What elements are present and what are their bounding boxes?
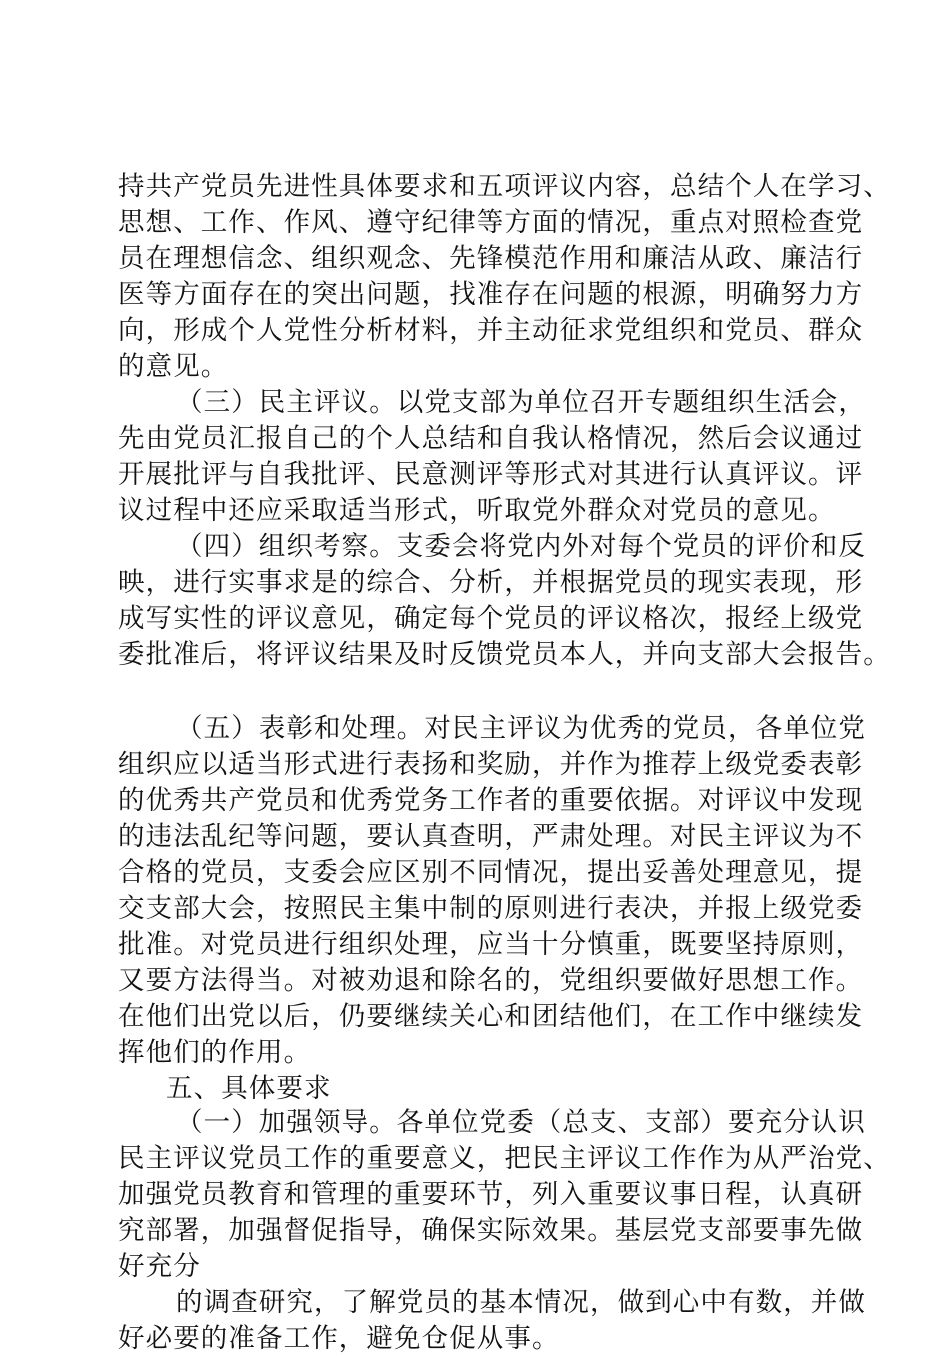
body-line: 映，进行实事求是的综合、分析，并根据党员的现实表现，形 <box>118 567 864 598</box>
body-line: 加强党员教育和管理的重要环节，列入重要议事日程，认真研 <box>118 1179 864 1210</box>
body-line: 组织应以适当形式进行表扬和奖励，并作为推荐上级党委表彰 <box>118 749 864 780</box>
body-line: 持共产党员先进性具体要求和五项评议内容，总结个人在学习、 <box>118 171 891 202</box>
paragraph-start-line: （五）表彰和处理。对民主评议为优秀的党员，各单位党 <box>176 713 866 744</box>
body-line: 交支部大会，按照民主集中制的原则进行表决，并报上级党委 <box>118 893 864 924</box>
body-line: 员在理想信念、组织观念、先锋模范作用和廉洁从政、廉洁行 <box>118 243 864 274</box>
body-line: 在他们出党以后，仍要继续关心和团结他们，在工作中继续发 <box>118 1001 864 1032</box>
body-line: 究部署，加强督促指导，确保实际效果。基层党支部要事先做 <box>118 1215 864 1246</box>
paragraph-start-line: 的调查研究，了解党员的基本情况，做到心中有数，并做 <box>176 1287 866 1318</box>
body-line: 委批准后，将评议结果及时反馈党员本人，并向支部大会报告。 <box>118 639 891 670</box>
body-line: 好充分 <box>118 1251 201 1282</box>
body-line: 好必要的准备工作，避免仓促从事。 <box>118 1323 560 1354</box>
paragraph-start-line: （四）组织考察。支委会将党内外对每个党员的评价和反 <box>176 531 866 562</box>
body-line: 又要方法得当。对被劝退和除名的，党组织要做好思想工作。 <box>118 965 864 996</box>
paragraph-start-line: （三）民主评议。以党支部为单位召开专题组织生活会， <box>176 387 866 418</box>
body-line: 成写实性的评议意见，确定每个党员的评议格次，报经上级党 <box>118 603 864 634</box>
paragraph-start-line: （一）加强领导。各单位党委（总支、支部）要充分认识 <box>176 1107 866 1138</box>
body-line: 思想、工作、作风、遵守纪律等方面的情况，重点对照检查党 <box>118 207 864 238</box>
body-line: 的违法乱纪等问题，要认真查明，严肃处理。对民主评议为不 <box>118 821 864 852</box>
body-line: 的意见。 <box>118 351 229 382</box>
body-line: 合格的党员，支委会应区别不同情况，提出妥善处理意见，提 <box>118 857 864 888</box>
body-line: 的优秀共产党员和优秀党务工作者的重要依据。对评议中发现 <box>118 785 864 816</box>
body-line: 挥他们的作用。 <box>118 1037 312 1068</box>
body-line: 批准。对党员进行组织处理，应当十分慎重，既要坚持原则， <box>118 929 864 960</box>
body-line: 先由党员汇报自己的个人总结和自我认格情况，然后会议通过 <box>118 423 864 454</box>
body-line: 向，形成个人党性分析材料，并主动征求党组织和党员、群众 <box>118 315 864 346</box>
body-line: 民主评议党员工作的重要意义，把民主评议工作作为从严治党、 <box>118 1143 891 1174</box>
section-heading: 五、具体要求 <box>166 1073 332 1104</box>
body-line: 开展批评与自我批评、民意测评等形式对其进行认真评议。评 <box>118 459 864 490</box>
body-line: 医等方面存在的突出问题，找准存在问题的根源，明确努力方 <box>118 279 864 310</box>
body-line: 议过程中还应采取适当形式，听取党外群众对党员的意见。 <box>118 495 836 526</box>
